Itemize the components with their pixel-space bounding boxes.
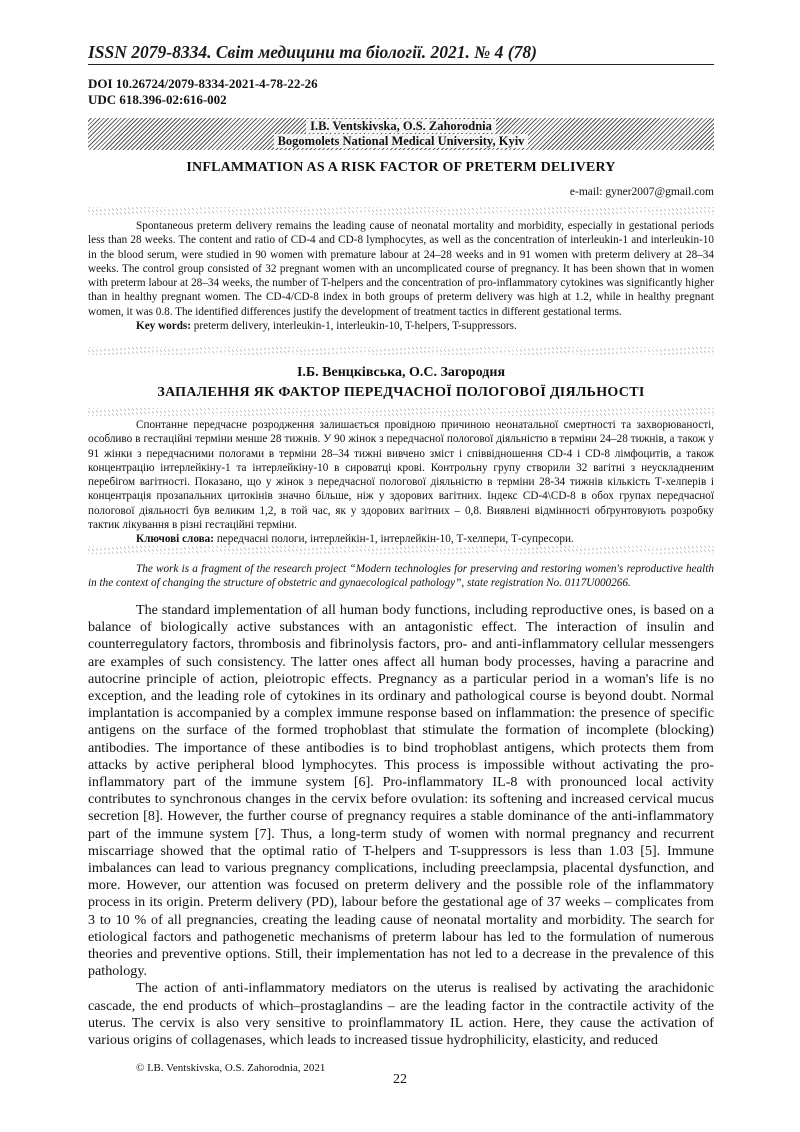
funding-note-block — [88, 562, 714, 591]
keywords-ua-label: Ключові слова: — [136, 533, 215, 546]
body-paragraph-2: The action of anti-inflammatory mediators on the uterus is realised by activating the arachidonic cascade, the end products of which–prostaglandins – are the leading factor in the contractile activity of the uterus. The cervix is also very sensitive to proinflammatory IL action. Here, they cause the activation of various origins of collagenases, which leads to increased tissue hydrophilicity, elasticity, and reduced — [88, 980, 714, 1049]
udc: UDC 618.396-02:616-002 — [88, 92, 227, 107]
keywords-en-line — [88, 319, 714, 333]
divider-wavy — [88, 207, 714, 215]
copyright: © I.B. Ventskivska, O.S. Zahorodnia, 2021 — [136, 1062, 326, 1074]
funding-note: The work is a fragment of the research project “Modern technologies for preserving and restoring women's reproductive health in the context of changing the structure of obstetric and gynaecological pathology”, state registration No. 0117U000266. — [88, 563, 714, 590]
abstract-en-block — [88, 219, 714, 333]
keywords-en-label: Key words: — [136, 320, 191, 333]
authors-en-line — [88, 119, 714, 134]
divider-wavy — [88, 347, 714, 355]
doi-block — [88, 76, 318, 108]
keywords-en: preterm delivery, interleukin-1, interleukin-10, T-helpers, T-suppressors. — [191, 320, 517, 333]
affiliation-en: Bogomolets National Medical University, Kyiv — [274, 134, 529, 148]
body-paragraph-1: The standard implementation of all human body functions, including reproductive ones, is based on a balance of biologically active substances with an antagonistic effect. The interaction of insulin and counterregulatory factors, thrombosis and fibrinolysis factors, pro- and anti-inflammatory cellular messengers are examples of such consistency. The latter ones affect all human body processes, having a paracrine and autocrine principle of action, pleiotropic effects. Pregnancy as a particular period in a woman's life is no exception, and the leading role of cytokines in its ordinary and pathological course is beyond doubt. Normal implantation is accompanied by a complex immune response based on inflammation: the presence of specific antigens on the surface of the formed trophoblast that stimulate the formation of incomplete (blocking) antibodies. The importance of these antibodies is to bind trophoblast antigens, which protects them from attacks by active peripheral blood lymphocytes. This process is impossible without activating the pro-inflammatory part of the immune system [6]. Pro-inflammatory IL-8 with pronounced local activity contributes to synchronous changes in the cervix before ovulation: its softening and increased cervical mucus secretion [8]. However, the further course of pregnancy requires a stable dominance of the anti-inflammatory part of the immune system [7]. Thus, a long-term study of women with normal pregnancy and recurrent miscarriage showed that the optimal ratio of T-helpers and T-suppressors is less than 1.03 [5]. Immune imbalances can lead to various pregnancy complications, including preeclampsia, placental dysfunction, and more. However, our attention was focused on preterm delivery and the possible role of the inflammatory process in its origin. Preterm delivery (PD), labour before the gestational age of 37 weeks – complicates from 3 to 10 % of all pregnancies, creating the leading cause of neonatal mortality and morbidity. The search for etiological factors and pathogenetic mechanisms of preterm labour has led to the formulation of numerous theories and preventive options. Still, their implementation has not led to a decrease in the prevalence of this pathology. — [88, 602, 714, 980]
abstract-en: Spontaneous preterm delivery remains the leading cause of neonatal mortality and morbidity, especially in gestational periods less than 28 weeks. The content and ratio of CD-4 and CD-8 lymphocytes, as well as the concentration of interleukin-1 and interleukin-10 in the blood serum, were studied in 90 women with premature labour at 24–28 weeks and in 91 women with preterm delivery at 28–34 weeks. The control group consisted of 32 pregnant women with an uncomplicated course of pregnancy. It has been shown that in women with preterm labour at 28–34 weeks, the number of T-helpers and the concentration of pro-inflammatory cytokines was significantly higher than in healthy pregnant women. The CD-4/CD-8 index in both groups of preterm delivery was high at 1.2, while in healthy pregnant women, it was 0.8. The identified differences justify the development of treatment tactics in different gestational terms. — [88, 220, 714, 318]
header-rule — [88, 64, 714, 65]
abstract-ua-block — [88, 418, 714, 547]
title-ua: ЗАПАЛЕННЯ ЯК ФАКТОР ПЕРЕДЧАСНОЇ ПОЛОГОВОЇ ДІЯЛЬНОСТІ — [157, 385, 645, 400]
authors-ua: І.Б. Венцківська, О.С. Загородня — [296, 365, 506, 380]
email: e-mail: gyner2007@gmail.com — [569, 186, 714, 198]
title-en: INFLAMMATION AS A RISK FACTOR OF PRETERM DELIVERY — [186, 160, 616, 175]
divider-wavy — [88, 408, 714, 416]
keywords-ua-line — [88, 532, 714, 546]
authors-en: I.B. Ventskivska, O.S. Zahorodnia — [306, 119, 496, 133]
author-band — [88, 118, 714, 150]
keywords-ua: передчасні пологи, інтерлейкін-1, інтерлейкін-10, Т-хелпери, Т-супресори. — [214, 533, 574, 546]
journal-header: ISSN 2079-8334. Світ медицини та біології. 2021. № 4 (78) — [88, 42, 537, 62]
abstract-ua: Спонтанне передчасне розродження залишається провідною причиною неонатальної смертності та захворюваності, особливо в гестаційні терміни менше 28 тижнів. У 90 жінок з передчасної пологової діяльністю в терміни 24–28 тижнів, а також у 91 жінки з передчасними пологами в терміни 28–34 тижні вивчено зміст і співвідношення CD-4 і CD-8 лімфоцитів, а також концентрацію інтерлейкіну-1 та інтерлейкіну-10 в сироватці крові. Контрольну групу створили 32 вагітні з неускладненим перебігом вагітності. Показано, що у жінок з передчасної пологової діяльністю в терміни 28-34 тижнів кількість Т-хелперів і концентрація прозапальних цитокінів значно більше, ніж у здорових вагітних. Індекс CD-4\CD-8 в обох групах передчасної пологової діяльності був великим 1,2, в той час, як у здорових вагітних – 0,8. Виявлені відмінності обґрунтовують розробку тактик лікування в різні гестаційні терміни. — [88, 419, 714, 532]
divider-wavy — [88, 546, 714, 554]
page-number: 22 — [393, 1072, 407, 1087]
doi: DOI 10.26724/2079-8334-2021-4-78-22-26 — [88, 76, 318, 91]
body-text — [88, 602, 714, 1049]
affiliation-en-line — [88, 134, 714, 149]
